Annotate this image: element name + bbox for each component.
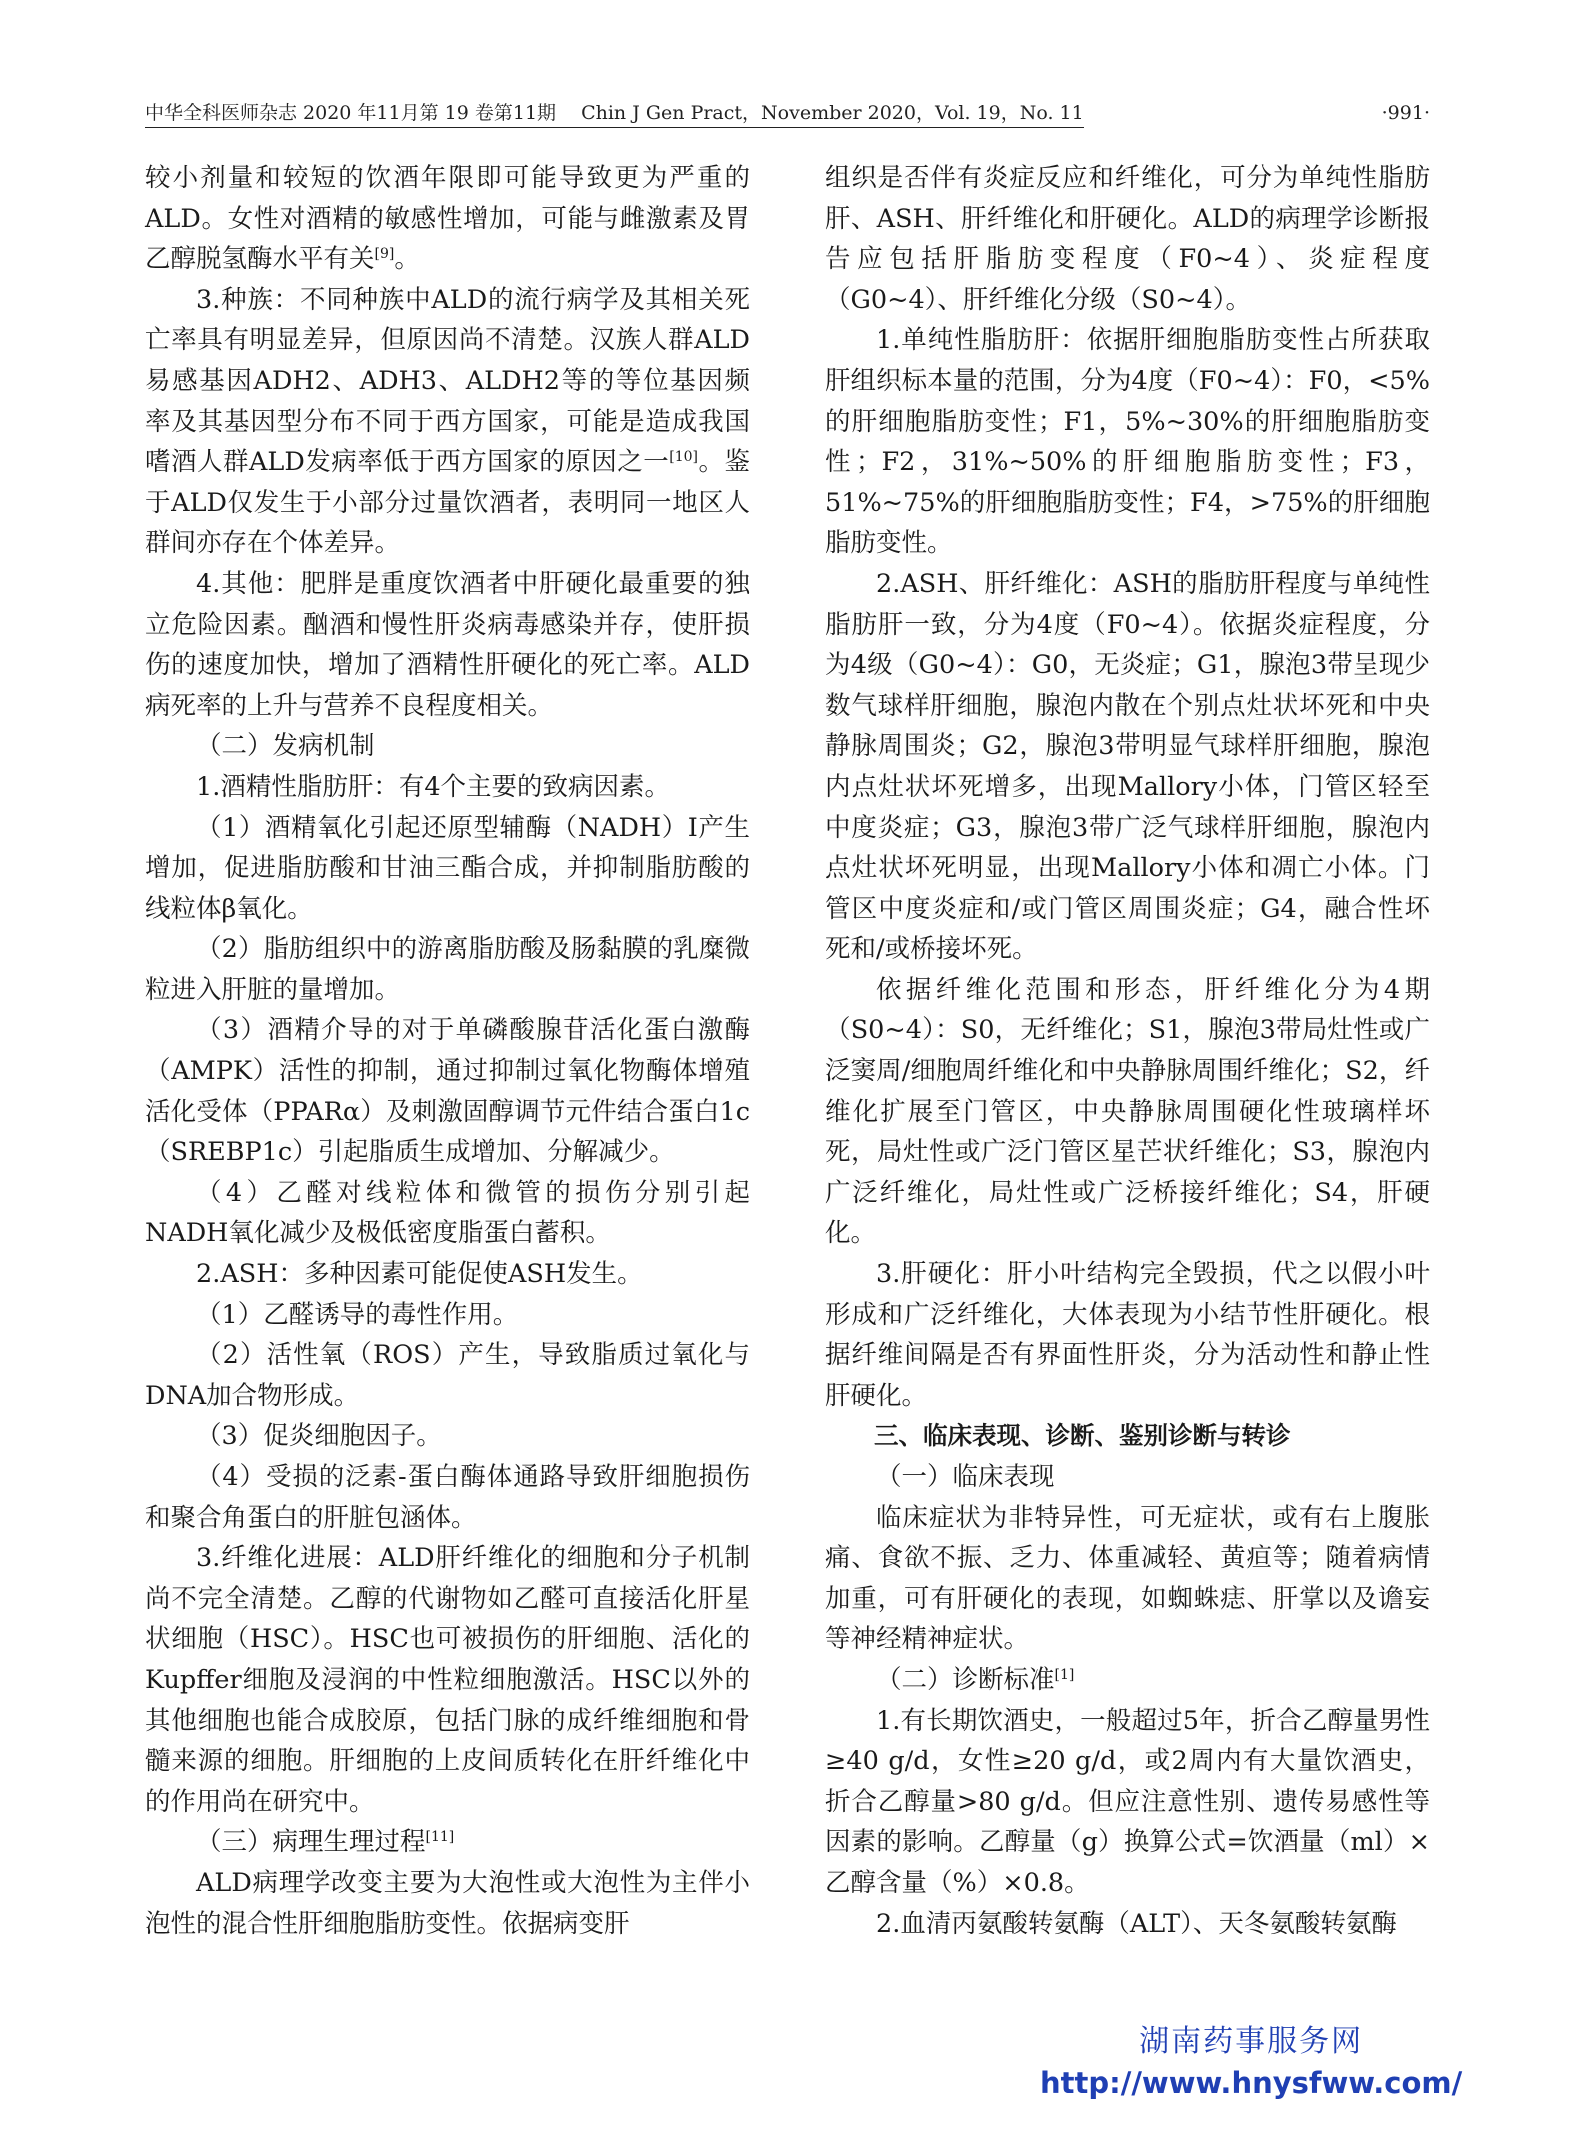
paragraph-text-continued: 。鉴于ALD仅发生于小部分过量饮酒者，表明同一地区人群间亦存在个体差异。 (145, 447, 750, 559)
running-header (145, 98, 1430, 128)
section-heading (825, 1416, 1430, 1457)
paragraph-text: 3.种族：不同种族中ALD的流行病学及其相关死亡率具有明显差异，但原因尚不清楚。汉族人群ALD易感基因ADH2、ADH3、ALDH2等的等位基因频率及其基因型分布不同于西方国家，可能是造成我国嗜酒人群ALD发病率低于西方国家的原因之一 (145, 284, 750, 478)
paragraph (825, 564, 1430, 970)
paragraph-text: ALD病理学改变主要为大泡性或大泡性为主伴小泡性的混合性肝细胞脂肪变性。依据病变肝 (145, 1867, 750, 1939)
paragraph-text: 2.血清丙氨酸转氨酶（ALT）、天冬氨酸转氨酶 (876, 1908, 1397, 1939)
paragraph-text: （3）酒精介导的对于单磷酸腺苷活化蛋白激酶（AMPK）活性的抑制，通过抑制过氧化物酶体增殖活化受体（PPARα）及刺激固醇调节元件结合蛋白1c（SREBP1c）引起脂质生成增加、分解减少。 (145, 1015, 750, 1168)
paragraph-text-continued: 。 (394, 244, 420, 275)
paragraph (145, 564, 750, 726)
paragraph (145, 726, 750, 767)
left-column (145, 158, 750, 1944)
paragraph (145, 1295, 750, 1336)
paragraph (825, 158, 1430, 320)
page-number: ·991· (1381, 102, 1430, 124)
paragraph-text: 临床症状为非特异性，可无症状，或有右上腹胀痛、食欲不振、乏力、体重减轻、黄疸等；随着病情加重，可有肝硬化的表现，如蜘蛛痣、肝掌以及谵妄等神经精神症状。 (825, 1502, 1430, 1655)
paragraph (145, 1254, 750, 1295)
paragraph-text: （4）乙醛对线粒体和微管的损伤分别引起NADH氧化减少及极低密度脂蛋白蓄积。 (145, 1177, 750, 1249)
paragraph-text: 3.肝硬化：肝小叶结构完全毁损，代之以假小叶形成和广泛纤维化，大体表现为小结节性肝硬化。根据纤维间隔是否有界面性肝炎，分为活动性和静止性肝硬化。 (825, 1259, 1430, 1411)
paragraph (145, 929, 750, 1010)
paragraph (145, 1010, 750, 1172)
paragraph (825, 1254, 1430, 1416)
paragraph (145, 1173, 750, 1254)
site-watermark (1040, 2022, 1462, 2104)
paragraph-text: 4.其他：肥胖是重度饮酒者中肝硬化最重要的独立危险因素。酗酒和慢性肝炎病毒感染并存，使肝损伤的速度加快，增加了酒精性肝硬化的死亡率。ALD病死率的上升与营养不良程度相关。 (145, 568, 750, 721)
paragraph-text: 组织是否伴有炎症反应和纤维化，可分为单纯性脂肪肝、ASH、肝纤维化和肝硬化。ALD的病理学诊断报告应包括肝脂肪变程度（F0~4）、炎症程度（G0~4）、肝纤维化分级（S0~4）。 (825, 163, 1430, 315)
paragraph (825, 1498, 1430, 1660)
paragraph-text: （2）脂肪组织中的游离脂肪酸及肠黏膜的乳糜微粒进入肝脏的量增加。 (145, 934, 750, 1005)
paragraph-text: 1.有长期饮酒史，一般超过5年，折合乙醇量男性≥40 g/d，女性≥20 g/d，或2周内有大量饮酒史，折合乙醇量>80 g/d。但应注意性别、遗传易感性等因素的影响。乙醇量（g）换算公式=饮酒量（ml）×乙醇含量（%）×0.8。 (825, 1705, 1430, 1898)
paragraph (825, 320, 1430, 564)
paragraph (145, 280, 750, 564)
citation-ref[interactable]: [10] (669, 449, 698, 466)
paragraph (825, 1904, 1430, 1945)
paragraph-text: 1.单纯性脂肪肝：依据肝细胞脂肪变性占所获取肝组织标本量的范围，分为4度（F0~4）：F0，<5%的肝细胞脂肪变性；F1，5%~30%的肝细胞脂肪变性；F2，31%~50%的肝细胞脂肪变性；F3，51%~75%的肝细胞脂肪变性；F4，>75%的肝细胞脂肪变性。 (825, 325, 1430, 559)
paragraph-text: （一）临床表现 (876, 1462, 1055, 1492)
paragraph-text: （二）诊断标准 (876, 1664, 1055, 1695)
paragraph-text: 3.纤维化进展：ALD肝纤维化的细胞和分子机制尚不完全清楚。乙醇的代谢物如乙醛可直接活化肝星状细胞（HSC）。HSC也可被损伤的肝细胞、活化的Kupffer细胞及浸润的中性粒细胞激活。HSC以外的其他细胞也能合成胶原，包括门脉的成纤维细胞和骨髓来源的细胞。肝细胞的上皮间质转化在肝纤维化中的作用尚在研究中。 (145, 1543, 750, 1817)
paragraph-text: （4）受损的泛素-蛋白酶体通路导致肝细胞损伤和聚合角蛋白的肝脏包涵体。 (145, 1462, 750, 1533)
paragraph-text: （2）活性氧（ROS）产生，导致脂质过氧化与DNA加合物形成。 (145, 1340, 750, 1411)
paragraph (145, 1335, 750, 1416)
paragraph-text: 较小剂量和较短的饮酒年限即可能导致更为严重的ALD。女性对酒精的敏感性增加，可能与雌激素及胃乙醇脱氢酶水平有关 (145, 163, 750, 275)
paragraph (145, 1863, 750, 1944)
paragraph (145, 767, 750, 808)
paragraph-text: （3）促炎细胞因子。 (196, 1421, 442, 1452)
paragraph (145, 808, 750, 930)
paragraph-text: （二）发病机制 (196, 731, 375, 762)
paragraph (145, 1416, 750, 1457)
paragraph (145, 158, 750, 280)
paragraph-text: 依据纤维化范围和形态，肝纤维化分为4期（S0~4）：S0，无纤维化；S1，腺泡3带局灶性或广泛窦周/细胞周纤维化和中央静脉周围纤维化；S2，纤维化扩展至门管区，中央静脉周围硬化性玻璃样坏死，局灶性或广泛门管区星芒状纤维化；S3，腺泡内广泛纤维化，局灶性或广泛桥接纤维化；S4，肝硬化。 (825, 974, 1430, 1249)
paragraph-text: 2.ASH：多种因素可能促使ASH发生。 (196, 1259, 643, 1290)
paragraph (825, 1660, 1430, 1701)
journal-citation: 中华全科医师杂志 2020 年11月第 19 卷第11期 Chin J Gen Pract，November 2020，Vol. 19，No. 11 (145, 98, 1084, 128)
paragraph-text: （1）酒精氧化引起还原型辅酶（NADH）Ⅰ产生增加，促进脂肪酸和甘油三酯合成，并抑制脂肪酸的线粒体β氧化。 (145, 812, 750, 924)
citation-ref[interactable]: [1] (1054, 1666, 1075, 1683)
paragraph-text: 三、临床表现、诊断、鉴别诊断与转诊 (874, 1421, 1291, 1451)
paragraph (145, 1457, 750, 1538)
paragraph-text: （1）乙醛诱导的毒性作用。 (196, 1299, 519, 1330)
paragraph-text: 2.ASH、肝纤维化：ASH的脂肪肝程度与单纯性脂肪肝一致，分为4度（F0~4）。依据炎症程度，分为4级（G0~4）：G0，无炎症；G1，腺泡3带呈现少数气球样肝细胞，腺泡内散在个别点灶状坏死和中央静脉周围炎；G2，腺泡3带明显气球样肝细胞，腺泡内点灶状坏死增多，出现Mallory小体，门管区轻至中度炎症；G3，腺泡3带广泛气球样肝细胞，腺泡内点灶状坏死明显，出现Mallory小体和凋亡小体。门管区中度炎症和/或门管区周围炎症；G4，融合性坏死和/或桥接坏死。 (825, 568, 1430, 965)
paragraph (825, 1701, 1430, 1904)
right-column (825, 158, 1430, 1944)
paragraph-text: 1.酒精性脂肪肝：有4个主要的致病因素。 (196, 771, 671, 802)
paragraph (825, 970, 1430, 1254)
paragraph (825, 1457, 1430, 1498)
watermark-url[interactable]: http://www.hnysfww.com/ (1040, 2066, 1463, 2100)
paragraph-text: （三）病理生理过程 (196, 1827, 426, 1858)
citation-ref[interactable]: [11] (425, 1829, 455, 1846)
watermark-site-name: 湖南药事服务网 (1139, 2024, 1364, 2059)
paragraph (145, 1538, 750, 1822)
citation-ref[interactable]: [9] (374, 246, 395, 263)
paragraph (145, 1822, 750, 1863)
